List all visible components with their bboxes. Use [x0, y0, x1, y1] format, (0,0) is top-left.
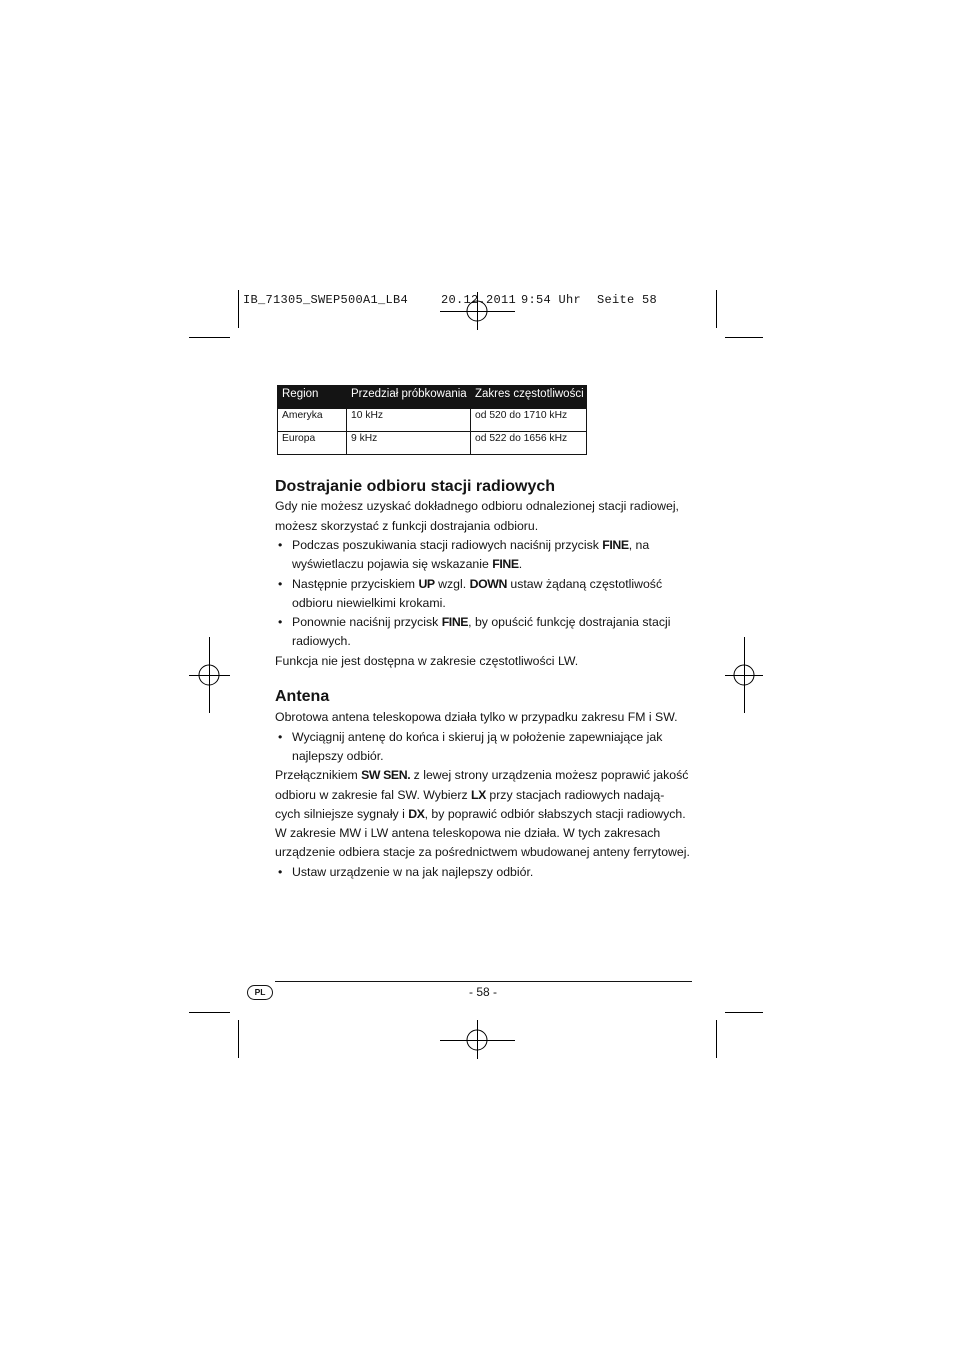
- text-line: [292, 555, 715, 574]
- antenna-body: [275, 708, 715, 882]
- text-segment: , na: [628, 537, 650, 552]
- page-number: - 58 -: [468, 985, 497, 999]
- keyword-sw-sen: SW SEN.: [361, 768, 411, 783]
- text-segment: odbioru w zakresie fal SW. Wybierz: [275, 787, 472, 802]
- bullet-item: [275, 575, 715, 614]
- keyword-dx: DX: [408, 806, 425, 821]
- text-line: możesz skorzystać z funkcji dostrajania odbioru.: [275, 518, 539, 533]
- text-line: [292, 536, 715, 555]
- table-cell: od 520 do 1710 kHz: [471, 409, 587, 432]
- registration-mark-left: [189, 637, 230, 713]
- keyword-fine: FINE: [492, 557, 519, 572]
- table-cell: 10 kHz: [347, 409, 471, 432]
- language-badge: PL: [247, 985, 273, 1000]
- text-segment: wyświetlaczu pojawia się wskazanie: [292, 557, 493, 572]
- text-segment: ustaw żądaną częstotliwość: [506, 576, 663, 591]
- registration-circle: [734, 665, 754, 685]
- text-segment: Następnie przyciskiem: [292, 576, 419, 591]
- bullet-symbol: •: [278, 576, 283, 591]
- bullet-symbol: •: [278, 615, 283, 630]
- text-line: Wyciągnij antenę do końca i skieruj ją w położenie zapewniające jak: [292, 729, 663, 744]
- bullet-item: [275, 728, 715, 767]
- text-segment: cych silniejsze sygnały i: [275, 806, 409, 821]
- note-line: Funkcja nie jest dostępna w zakresie częstotliwości LW.: [275, 653, 579, 668]
- text-line: [292, 613, 715, 632]
- text-line: [275, 805, 715, 824]
- table-header-sampling-step: Przedział próbkowania: [347, 386, 471, 409]
- registration-circle: [199, 665, 219, 685]
- text-segment: z lewej strony urządzenia możesz poprawić jakość: [410, 768, 689, 783]
- text-segment: Przełącznikiem: [275, 768, 362, 783]
- slug-page: Seite 58: [597, 293, 658, 307]
- text-segment: przy stacjach radiowych nadają-: [485, 787, 665, 802]
- slug-file-name: IB_71305_SWEP500A1_LB4: [243, 293, 409, 307]
- frequency-range-table: [277, 385, 587, 455]
- table-cell: Ameryka: [278, 409, 347, 432]
- text-segment: Podczas poszukiwania stacji radiowych naciśnij przycisk: [292, 537, 603, 552]
- table-header-region: Region: [278, 386, 347, 409]
- text-segment: , by poprawić odbiór słabszych stacji radiowych.: [424, 806, 686, 821]
- text-segment: .: [518, 557, 523, 572]
- keyword-fine: FINE: [441, 615, 469, 630]
- text-line: radiowych.: [292, 634, 351, 649]
- text-segment: , by opuścić funkcję dostrajania stacji: [468, 615, 671, 630]
- keyword-down: DOWN: [469, 576, 507, 591]
- text-line: Obrotowa antena teleskopowa działa tylko w przypadku zakresu FM i SW.: [275, 710, 678, 725]
- footer-rule: [275, 981, 692, 982]
- text-line: [292, 575, 715, 594]
- text-line: [275, 766, 715, 785]
- slug-date: 20.12.2011: [441, 293, 517, 307]
- keyword-lx: LX: [471, 787, 486, 802]
- table-cell: od 522 do 1656 kHz: [471, 432, 587, 455]
- table-header-row: [278, 386, 587, 409]
- registration-circle: [467, 1030, 487, 1050]
- table-cell: Europa: [278, 432, 347, 455]
- text-segment: Ponownie naciśnij przycisk: [292, 615, 442, 630]
- table-header-frequency-range: Zakres częstotliwości: [471, 386, 587, 409]
- tuning-body: [275, 497, 715, 671]
- bullet-item: [275, 536, 715, 575]
- keyword-fine: FINE: [602, 537, 629, 552]
- text-segment: wzgl.: [434, 576, 470, 591]
- text-line: odbioru niewielkimi krokami.: [292, 595, 446, 610]
- section-heading-tuning: Dostrajanie odbioru stacji radiowych: [275, 478, 556, 495]
- registration-mark-right: [725, 637, 763, 713]
- bullet-item: [275, 613, 715, 652]
- text-line: Ustaw urządzenie w na jak najlepszy odbiór.: [292, 864, 534, 879]
- text-line: W zakresie MW i LW antena teleskopowa nie działa. W tych zakresach: [275, 826, 661, 841]
- table-cell: 9 kHz: [347, 432, 471, 455]
- section-heading-antenna: Antena: [275, 688, 330, 705]
- text-line: [275, 786, 715, 805]
- keyword-up: UP: [418, 576, 435, 591]
- bullet-item: [275, 863, 715, 882]
- bullet-symbol: •: [278, 537, 283, 552]
- table-row: [278, 409, 587, 432]
- registration-mark-bottom: [440, 1020, 515, 1059]
- table-row: [278, 432, 587, 455]
- text-line: najlepszy odbiór.: [292, 748, 384, 763]
- slug-time: 9:54 Uhr: [521, 293, 582, 307]
- text-line: urządzenie odbiera stacje za pośrednictwem wbudowanej anteny ferrytowej.: [275, 845, 690, 860]
- bullet-symbol: •: [278, 729, 283, 744]
- bullet-symbol: •: [278, 864, 283, 879]
- text-line: Gdy nie możesz uzyskać dokładnego odbioru odnalezionej stacji radiowej,: [275, 499, 679, 514]
